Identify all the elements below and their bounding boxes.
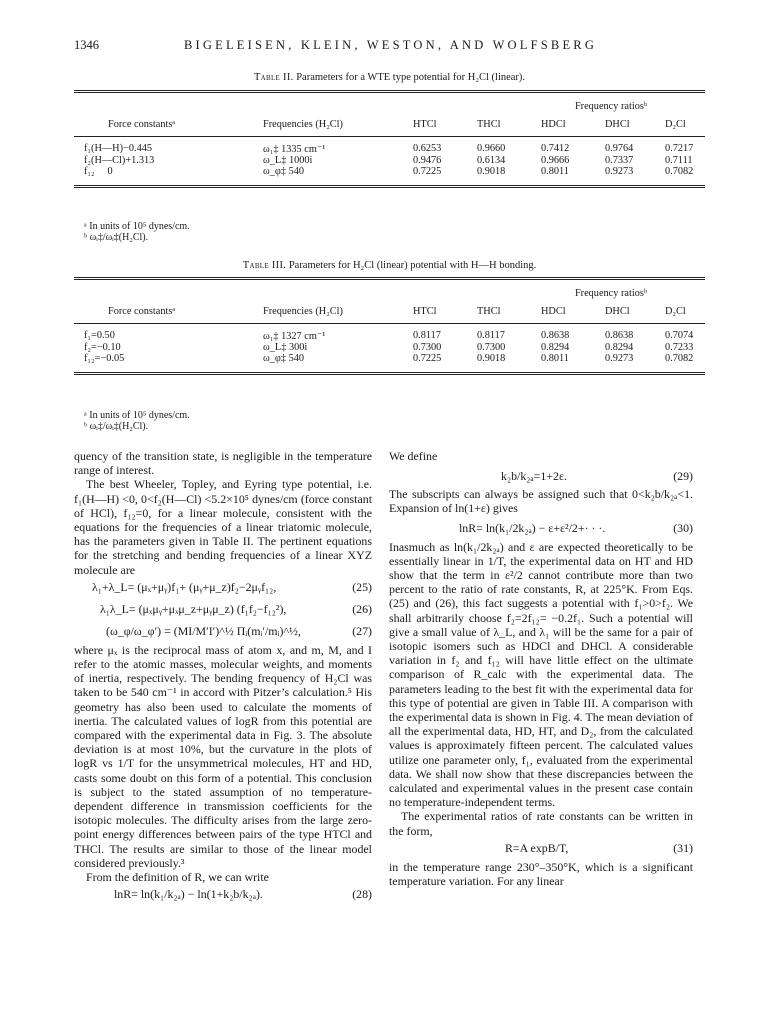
paragraph: where μₓ is the reciprocal mass of atom x, and m, M, and I refer to the atomic masses, molecular weights, and moments of inertia, respectively. The bending frequency of H₂Cl was taken to be 540 cm⁻¹ in accord with Pitzer’s calculation.⁵ His geometry has also been used to calculate the moments of inertia. The calculated values of logR from this potential are compared with the experimental data in Fig. 3. The absolute deviation is at most 10%, but the curvature in the plots of logR vs 1/T for the unsymmetrical molecules, HT and HD, casts some doubt on this form of a potential. This conclusion is subject to the stated assumption of no temperature-dependent difference in transmission coefficients for the isotopic molecules. The difficulty arises from the large zero-point energy differences between pairs of the type HTCl and THCl. The results are similar to those of the linear model considered previously.³ bbox=[74, 642, 372, 870]
table-row: f₂=−0.10 ω_L‡ 300i 0.7300 0.7300 0.8294 0.8294 0.7233 bbox=[84, 342, 694, 353]
table-row: f₁(H—H)−0.445 ω₁‡ 1335 cm⁻¹ 0.6253 0.9660 0.7412 0.9764 0.7217 bbox=[74, 137, 705, 156]
table-2-col-header: Force constantsᵃ bbox=[108, 119, 176, 130]
equation-30: lnR= ln(k₁/2k₂ₐ) − ε+ε²/2+· · ·. (30) bbox=[459, 520, 693, 535]
table-2-col-header: DHCl bbox=[605, 119, 630, 130]
table-2-col-header: D₂Cl bbox=[665, 119, 686, 130]
paragraph: The subscripts can always be assigned such that 0<k₂b/k₂ₐ<1. Expansion of ln(1+ε) gives bbox=[389, 487, 693, 516]
equation-number: (25) bbox=[352, 579, 372, 594]
paragraph: The best Wheeler, Topley, and Eyring type potential, i.e. f₁(H—H) <0, 0<f₂(H—Cl) <5.2×10⁵ dynes/cm (force constant of HCl), f₁₂=0, for a linear molecule, consistent with the equations for the frequencies of a linear triatomic molecule, has the parameters given in Table II. The pertinent equations for the stretching and bending frequencies of a linear XYZ molecule are bbox=[74, 477, 372, 577]
equation-27: (ω_φ/ω_φ′) = (MI/M′I′)^½ Πᵢ(mᵢ′/mᵢ)^½, (27) bbox=[106, 623, 372, 638]
table-3-col-header: DHCl bbox=[605, 306, 630, 317]
table-3-col-header: D₂Cl bbox=[665, 306, 686, 317]
table-2 bbox=[74, 90, 705, 188]
table-2-col-header: HTCl bbox=[413, 119, 437, 130]
table-row: f₂(H—Cl)+1.313 ω_L‡ 1000i 0.9476 0.6134 0.9666 0.7337 0.7111 bbox=[84, 155, 693, 166]
equation-number: (30) bbox=[673, 520, 693, 535]
left-column bbox=[74, 449, 372, 906]
equation-number: (31) bbox=[673, 840, 693, 855]
paragraph: quency of the transition state, is negligible in the temperature range of interest. bbox=[74, 449, 372, 478]
table-3-footnotes: ᵃ In units of 10⁵ dynes/cm. ᵇ ωᵢ‡/ωᵢ‡(H₂Cl). bbox=[84, 410, 190, 432]
table-2-col-header: HDCl bbox=[541, 119, 566, 130]
right-column bbox=[389, 449, 693, 888]
running-title: BIGELEISEN, KLEIN, WESTON, AND WOLFSBERG bbox=[184, 38, 598, 52]
table-3-col-header: Frequencies (H₂Cl) bbox=[263, 306, 343, 317]
table-2-col-header: Frequencies (H₂Cl) bbox=[263, 119, 343, 130]
equation-number: (28) bbox=[352, 887, 372, 902]
table-row: f₁=0.50 ω₁‡ 1327 cm⁻¹ 0.8117 0.8117 0.8638 0.8638 0.7074 bbox=[74, 324, 705, 343]
table-3-group-header: Frequency ratiosᵇ bbox=[574, 288, 648, 299]
paragraph: Inasmuch as ln(k₁/2k₂ₐ) and ε are expected theoretically to be essentially linear in 1/T, the experimental data on HT and HD show that the term in ε²/2 cannot contribute more than two percent to the ratio of rate constants, R, at 225°K. From Eqs. (25) and (26), this fact suggests a potential with f₁>0>f₂. We shall arbitrarily choose f₂=2f₁₂= −0.2f₁. Such a potential will give a small value of λ_L, and λ₁ will be the same for a pair of isotopic isomers such as HDCl and DHCl. A considerable variation in f₂ and f₁₂ will have little effect on the ultimate comparison of R_calc with the experimental data. The parameters leading to the best fit with the experimental data for this type of potential are given in Table III. A comparison with the experimental data is shown in Fig. 4. The mean deviation of all the experimental data, HD, HT, and D₂, from the calculated values is approximately fifteen percent. The calculated values utilize one parameter only, f₁, evaluated from the experimental data. We shall now show that these discrepancies between the calculated and experimental values in the present case contain no temperature-independent terms. bbox=[389, 539, 693, 810]
table-3-col-header: HTCl bbox=[413, 306, 437, 317]
table-2-footnotes: ᵃ In units of 10⁵ dynes/cm. ᵇ ωᵢ‡/ωᵢ‡(H₂Cl). bbox=[84, 221, 190, 243]
paragraph: The experimental ratios of rate constants can be written in the form, bbox=[389, 809, 693, 838]
paragraph: From the definition of R, we can write bbox=[86, 870, 269, 885]
table-3-caption: Table III. Parameters for H₂Cl (linear) potential with H—H bonding. bbox=[242, 260, 537, 271]
equation-31: R=A expB/T, (31) bbox=[505, 840, 693, 855]
table-3 bbox=[74, 277, 705, 375]
equation-number: (29) bbox=[673, 469, 693, 484]
table-3-col-header: THCl bbox=[477, 306, 501, 317]
equation-29: k₂b/k₂ₐ=1+2ε. (29) bbox=[501, 469, 693, 484]
equation-25: λ₁+λ_L= (μₓ+μᵧ)f₁+ (μᵧ+μ_z)f₂−2μᵧf₁₂, (25) bbox=[92, 579, 372, 594]
page-header bbox=[74, 38, 705, 54]
paragraph: We define bbox=[389, 449, 438, 463]
table-2-caption: Table II. Parameters for a WTE type potential for H₂Cl (linear). bbox=[253, 72, 526, 83]
table-row: f₁₂ 0 ω_φ‡ 540 0.7225 0.9018 0.8011 0.9273 0.7082 bbox=[74, 166, 705, 187]
table-2-col-header: THCl bbox=[477, 119, 501, 130]
equation-number: (26) bbox=[352, 601, 372, 616]
paragraph: in the temperature range 230°–350°K, which is a significant temperature variation. For any linear bbox=[389, 859, 693, 889]
table-2-group-header: Frequency ratiosᵇ bbox=[574, 101, 648, 112]
page-number: 1346 bbox=[74, 38, 99, 52]
table-row: f₁₂=−0.05 ω_φ‡ 540 0.7225 0.9018 0.8011 0.9273 0.7082 bbox=[74, 353, 705, 374]
equation-28: lnR= ln(k₁/k₂ₐ) − ln(1+k₂b/k₂ₐ). (28) bbox=[114, 887, 372, 902]
equation-number: (27) bbox=[352, 623, 372, 638]
equation-26: λ₁λ_L= (μₓμᵧ+μₓμ_z+μᵧμ_z) (f₁f₂−f₁₂²), (26) bbox=[100, 601, 372, 616]
table-3-col-header: Force constantsᵃ bbox=[108, 306, 176, 317]
table-3-col-header: HDCl bbox=[541, 306, 566, 317]
